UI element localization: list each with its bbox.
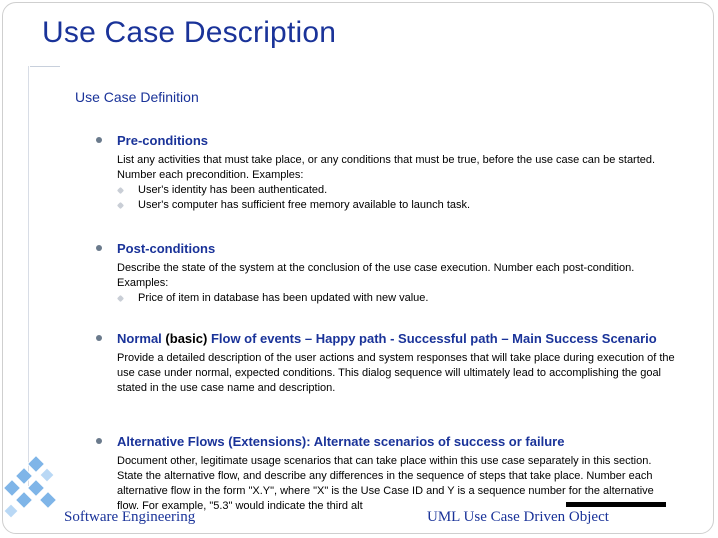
page-title: Use Case Description	[42, 16, 337, 49]
sub-item-text: User's identity has been authenticated.	[138, 184, 328, 196]
item-description-text: List any activities that must take place, or any conditions that must be true, before the use case can be started. Number each precondition. Examples:	[117, 154, 656, 181]
item-description-text: Describe the state of the system at the conclusion of the use case execution. Number each post-condition. Examples:	[117, 262, 635, 289]
diamond-bullet-icon	[117, 187, 124, 194]
item-heading: Post-conditions	[117, 241, 216, 256]
diamond-bullet-icon	[117, 295, 124, 302]
section-title: Use Case Definition	[75, 89, 199, 105]
left-rule	[28, 66, 29, 486]
heading-part-flow: Flow of events – Happy path - Successful path – Main Success Scenario	[210, 331, 657, 346]
item-description	[117, 261, 676, 306]
bullet-icon	[96, 438, 102, 444]
item-heading: Alternative Flows (Extensions): Alternate scenarios of success or failure	[117, 434, 565, 449]
item-heading: Pre-conditions	[117, 133, 209, 148]
title-underline	[30, 66, 60, 67]
sub-item-text: Price of item in database has been updated with new value.	[138, 292, 429, 304]
item-description	[117, 153, 676, 213]
redaction-bar	[566, 502, 666, 507]
cubes-decoration-icon	[0, 452, 70, 522]
sub-item	[117, 291, 676, 306]
item-description: Document other, legitimate usage scenarios that can take place within this use case separately in this section. State the alternative flow, and describe any differences in the sequence of steps that take place. Number each alternative flow in the form "X.Y", where "X" is the Use Case ID and Y is a sequence number for the alternative flow. For example, "5.3" would indicate the third alt	[117, 455, 654, 512]
item-description: Provide a detailed description of the user actions and system responses that will take place during execution of the use case under normal, expected conditions. This dialog sequence will ultimately lead to accomplishing the goal stated in the use case name and description.	[117, 352, 675, 394]
bullet-icon	[96, 335, 102, 341]
bullet-icon	[96, 137, 102, 143]
sub-item	[117, 198, 676, 213]
heading-part-basic: (basic)	[165, 331, 208, 346]
item-heading	[117, 330, 676, 347]
sub-item-text: User's computer has sufficient free memory available to launch task.	[138, 199, 471, 211]
bullet-icon	[96, 245, 102, 251]
footer-subject-title: UML Use Case Driven Object	[427, 509, 609, 525]
item-postconditions	[96, 240, 676, 306]
sub-item	[117, 183, 676, 198]
footer-course-title: Software Engineering	[64, 509, 196, 525]
heading-part-normal: Normal	[117, 331, 162, 346]
item-normal-flow	[96, 330, 676, 396]
diamond-bullet-icon	[117, 202, 124, 209]
item-preconditions	[96, 132, 676, 213]
